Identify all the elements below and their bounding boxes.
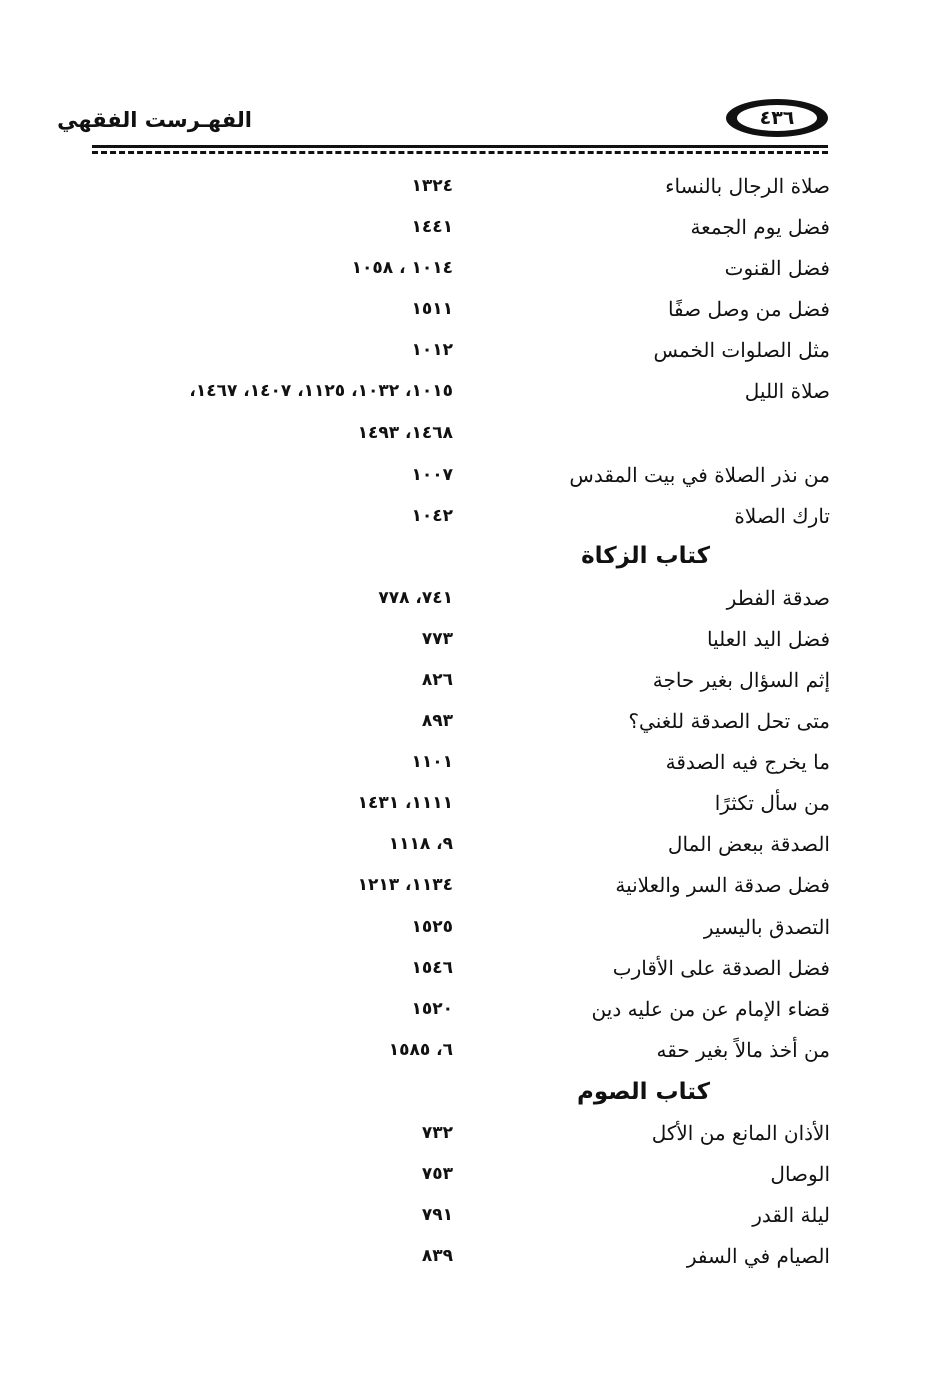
index-entry [0,824,945,864]
index-entry [0,619,945,659]
index-entry [0,455,945,495]
entry-topic: فضل الصدقة على الأقارب [612,956,830,980]
entry-topic: من سأل تكثرًا [714,791,830,815]
entry-refs: ٨٢٦ [421,670,453,690]
header-rule [92,145,828,148]
entry-refs: ٧٧٣ [421,629,453,649]
entry-refs: ٧٣٢ [421,1123,453,1143]
section-heading-sawm: كتاب الصوم [577,1079,710,1105]
entry-topic: إثم السؤال بغير حاجة [652,668,830,692]
entry-refs: ١٥٤٦ [411,958,453,978]
entry-refs: ١١٠١ [411,752,453,772]
index-entry [0,1030,945,1070]
entry-refs: ١٤٦٨، ١٤٩٣ [357,423,453,443]
entry-topic: مثل الصلوات الخمس [653,338,830,362]
index-entry [0,989,945,1029]
index-entry [0,1236,945,1276]
entry-topic: الأذان المانع من الأكل [651,1121,830,1145]
entry-refs: ٩، ١١١٨ [388,834,453,854]
entry-topic: صدقة الفطر [726,586,830,610]
page-number: ٤٣٦ [737,105,817,131]
entry-refs: ١٠١٥، ١٠٣٢، ١١٢٥، ١٤٠٧، ١٤٦٧، [189,381,453,401]
running-title: الفهـرست الفقهي [57,108,252,132]
entry-refs: ١٥١١ [411,299,453,319]
entry-refs: ٦، ١٥٨٥ [388,1040,453,1060]
entry-topic: متى تحل الصدقة للغني؟ [628,709,830,733]
entry-refs: ١٣٢٤ [411,176,453,196]
entry-refs: ١٥٢٥ [411,917,453,937]
index-entry [0,248,945,288]
entry-topic: التصدق باليسير [703,915,830,939]
page-number-badge [726,99,828,137]
entry-refs: ١١١١، ١٤٣١ [357,793,453,813]
index-entry [0,578,945,618]
index-entry [0,742,945,782]
entry-refs: ١٠١٢ [411,340,453,360]
entry-topic: صلاة الرجال بالنساء [665,174,830,198]
index-entry [0,371,945,411]
entry-topic: الصدقة ببعض المال [667,832,830,856]
entry-refs: ٨٣٩ [421,1246,453,1266]
index-entry [0,166,945,206]
entry-topic: ما يخرج فيه الصدقة [665,750,830,774]
index-entry [0,496,945,536]
entry-refs: ٧٥٣ [421,1164,453,1184]
entry-topic: تارك الصلاة [734,504,830,528]
index-entry [0,1113,945,1153]
entry-topic: من أخذ مالاً بغير حقه [656,1038,830,1062]
entry-topic: من نذر الصلاة في بيت المقدس [569,463,830,487]
index-entry [0,330,945,370]
index-entry [0,783,945,823]
index-entry-continuation [0,413,945,453]
index-entry [0,660,945,700]
index-entry [0,907,945,947]
entry-topic: صلاة الليل [744,379,830,403]
entry-refs: ١٠١٤ ، ١٠٥٨ [351,258,453,278]
entry-refs: ٧٩١ [421,1205,453,1225]
entry-refs: ١٠٤٢ [411,506,453,526]
entry-refs: ١٠٠٧ [411,465,453,485]
entry-topic: الوصال [770,1162,830,1186]
index-entry [0,948,945,988]
entry-topic: قضاء الإمام عن من عليه دين [591,997,830,1021]
entry-topic: فضل اليد العليا [707,627,830,651]
section-heading-zakat: كتاب الزكاة [581,543,710,569]
entry-topic: فضل صدقة السر والعلانية [615,873,830,897]
page-header [57,96,828,140]
entry-topic: ليلة القدر [752,1203,830,1227]
entry-refs: ١٥٢٠ [411,999,453,1019]
index-entry [0,207,945,247]
entry-topic: الصيام في السفر [686,1244,830,1268]
index-entry [0,701,945,741]
entry-refs: ٨٩٣ [421,711,453,731]
index-entry [0,1154,945,1194]
entry-topic: فضل القنوت [724,256,830,280]
entry-topic: فضل يوم الجمعة [690,215,830,239]
header-dashed-rule [92,151,828,154]
index-entry [0,289,945,329]
entry-refs: ٧٤١، ٧٧٨ [378,588,453,608]
entry-topic: فضل من وصل صفًا [667,297,830,321]
entry-refs: ١١٣٤، ١٢١٣ [357,875,453,895]
index-entry [0,1195,945,1235]
entry-refs: ١٤٤١ [411,217,453,237]
index-entry [0,865,945,905]
